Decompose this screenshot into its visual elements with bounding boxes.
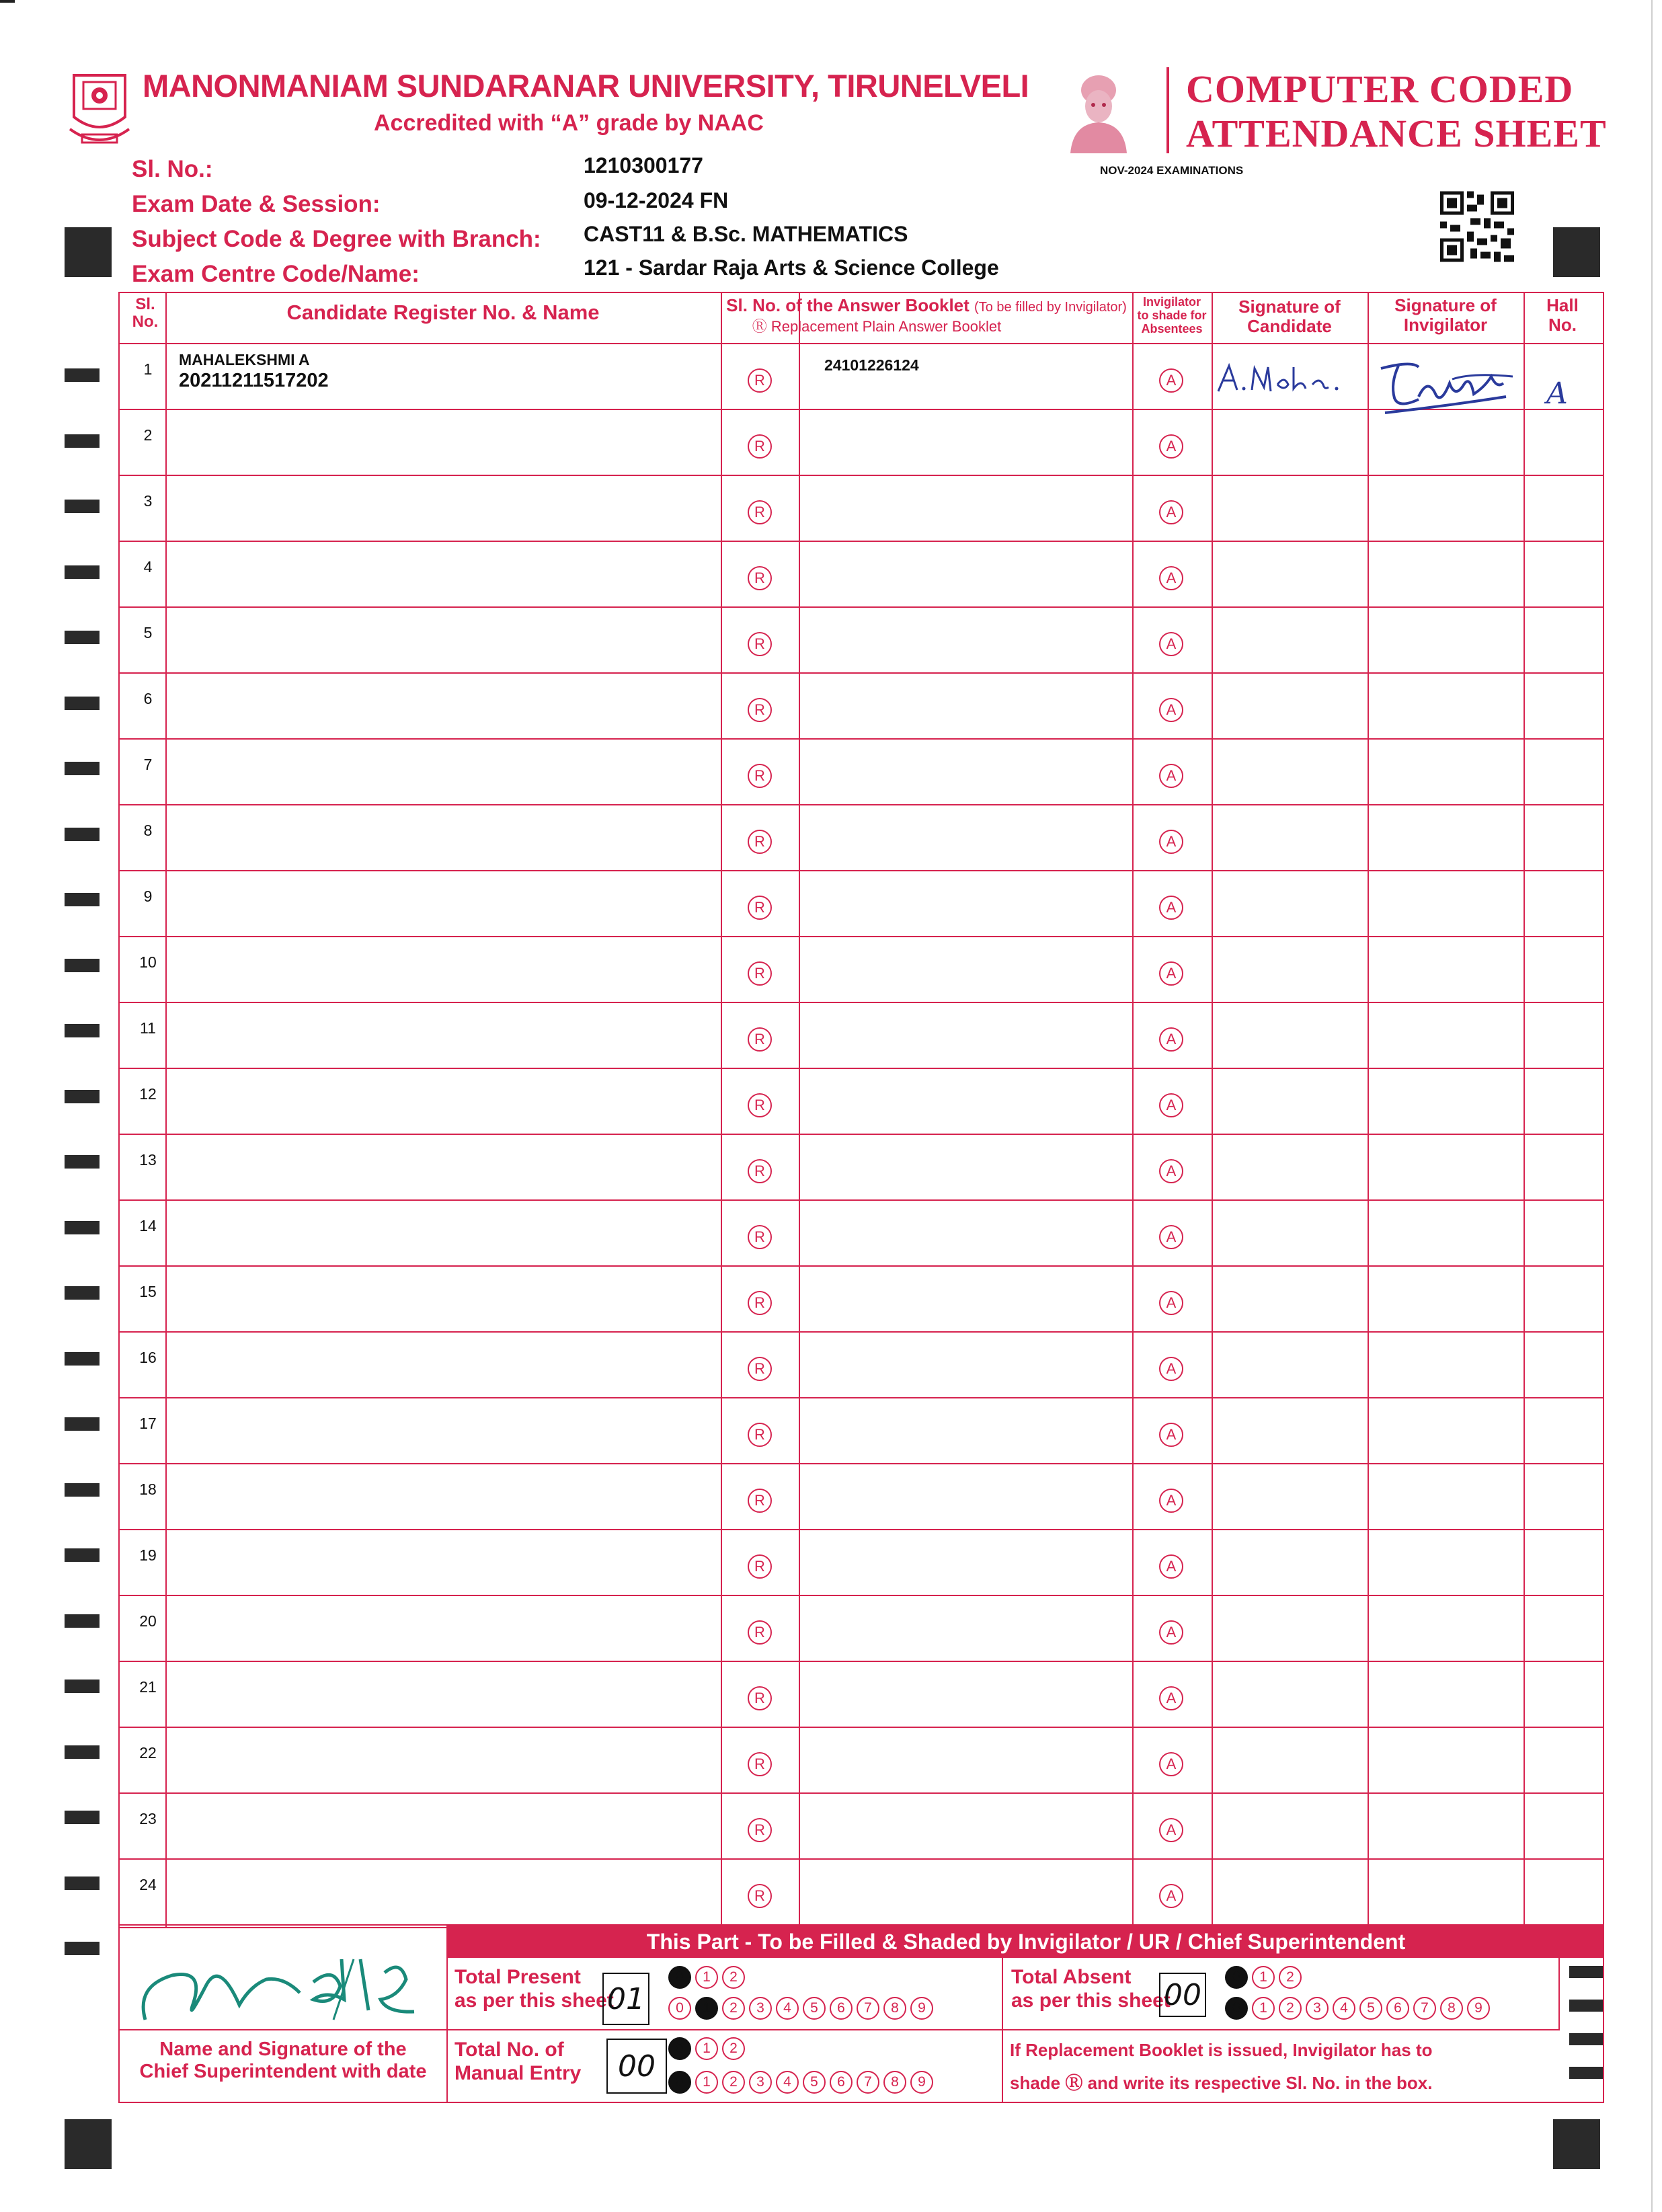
- timing-mark-left: [65, 1024, 100, 1037]
- absent-bubble[interactable]: A: [1159, 368, 1183, 393]
- university-logo: [67, 70, 132, 148]
- digit-bubble-5[interactable]: 5: [1359, 1997, 1382, 2020]
- digit-bubble-4[interactable]: 4: [1333, 1997, 1355, 2020]
- col-header-replacement: Ⓡ Replacement Plain Answer Booklet: [752, 318, 1002, 335]
- table-row-line: [118, 606, 1604, 608]
- absent-bubble[interactable]: A: [1159, 1554, 1183, 1579]
- replacement-bubble[interactable]: R: [748, 830, 772, 854]
- table-row-line: [118, 343, 1604, 344]
- timing-mark-left: [65, 1090, 100, 1103]
- digit-bubble-6[interactable]: 6: [830, 1997, 853, 2020]
- timing-mark-left: [65, 1680, 100, 1693]
- chief-label-line2: Chief Superintendent with date: [139, 2061, 427, 2083]
- table-row-line: [118, 541, 1604, 542]
- col-header-absent-line2: to shade for: [1137, 308, 1207, 322]
- col-header-absentees: [1134, 296, 1210, 335]
- row-sl-no: 1: [143, 360, 153, 378]
- corner-mark: [0, 0, 15, 3]
- timing-mark-left: [65, 1221, 100, 1234]
- absent-bubble[interactable]: A: [1159, 1489, 1183, 1513]
- registration-mark-top-left: [65, 227, 112, 277]
- replacement-bubble[interactable]: R: [748, 434, 772, 459]
- absent-bubble[interactable]: A: [1159, 1159, 1183, 1183]
- absent-bubble[interactable]: A: [1159, 1291, 1183, 1315]
- table-row-line: [118, 738, 1604, 740]
- digit-bubble-1[interactable]: 1: [695, 2071, 718, 2094]
- sl-no-label: Sl. No.:: [132, 156, 213, 182]
- replacement-bubble[interactable]: R: [748, 1027, 772, 1052]
- digit-bubble-1[interactable]: 1: [1252, 1966, 1275, 1989]
- table-row-line: [118, 1529, 1604, 1530]
- present-units-bubbles: [668, 1997, 933, 2020]
- replacement-bubble[interactable]: R: [748, 500, 772, 524]
- absent-bubble[interactable]: A: [1159, 1686, 1183, 1710]
- timing-mark-left: [65, 959, 100, 972]
- header-divider: [1166, 67, 1169, 153]
- timing-mark-left: [65, 1745, 100, 1759]
- row-sl-no: 4: [143, 558, 153, 576]
- digit-bubble-1[interactable]: 1: [695, 1966, 718, 1989]
- exam-tag: NOV-2024 EXAMINATIONS: [1100, 164, 1244, 177]
- digit-bubble-9[interactable]: 9: [910, 2071, 933, 2094]
- absent-bubble[interactable]: A: [1159, 1423, 1183, 1447]
- digit-bubble-5[interactable]: 5: [803, 2071, 826, 2094]
- candidate-name: MAHALEKSHMI A: [179, 351, 310, 368]
- row-sl-no: 13: [139, 1151, 157, 1169]
- invigilator-signature: [1372, 356, 1521, 424]
- col-header-siginv-line1: Signature of: [1394, 295, 1497, 315]
- row-sl-no: 20: [139, 1612, 157, 1630]
- summary-hline-right: [1002, 2029, 1560, 2030]
- digit-bubble-1[interactable]: 1: [695, 2037, 718, 2060]
- timing-mark-left: [65, 1942, 100, 1955]
- invigilator-banner: This Part - To be Filled & Shaded by Invigilator / UR / Chief Superintendent: [448, 1926, 1604, 1958]
- chief-superintendent-signature: [132, 1932, 481, 2026]
- replacement-bubble[interactable]: R: [748, 698, 772, 722]
- manual-units-bubbles: [668, 2071, 933, 2094]
- digit-bubble-2[interactable]: 2: [722, 1997, 745, 2020]
- digit-bubble-0[interactable]: 0: [668, 1997, 691, 2020]
- table-column-line: [1524, 292, 1525, 1927]
- table-row-line: [118, 1331, 1604, 1333]
- timing-mark-left: [65, 893, 100, 906]
- manual-label-line2: Manual Entry: [454, 2061, 582, 2084]
- absent-bubble[interactable]: A: [1159, 830, 1183, 854]
- table-row-line: [118, 1199, 1604, 1201]
- table-row-line: [118, 804, 1604, 805]
- replacement-bubble[interactable]: R: [748, 632, 772, 656]
- row-sl-no: 7: [143, 756, 153, 773]
- col-header-booklet-note: (To be filled by Invigilator): [974, 300, 1127, 315]
- total-absent-box[interactable]: 00: [1159, 1973, 1206, 2017]
- page-edge: [1651, 0, 1653, 2212]
- replacement-bubble[interactable]: R: [748, 1159, 772, 1183]
- col-header-siginv-line2: Invigilator: [1403, 314, 1488, 335]
- exam-date-value: 09-12-2024 FN: [584, 188, 729, 212]
- total-present-label: [454, 1966, 614, 2012]
- row-sl-no: 11: [140, 1019, 156, 1037]
- sheet-title-line2: ATTENDANCE SHEET: [1186, 112, 1607, 155]
- table-column-line: [721, 292, 722, 1927]
- subject-label: Subject Code & Degree with Branch:: [132, 226, 541, 252]
- digit-bubble-0[interactable]: 0: [668, 1966, 691, 1989]
- timing-mark-left: [65, 500, 100, 513]
- sl-no-value: 1210300177: [584, 153, 703, 177]
- qr-code: [1440, 191, 1514, 262]
- manual-entry-box[interactable]: 00: [606, 2039, 667, 2094]
- table-column-line: [1132, 292, 1134, 1927]
- table-row-line: [118, 1002, 1604, 1003]
- timing-mark-left: [65, 1877, 100, 1890]
- digit-bubble-2[interactable]: 2: [722, 1966, 745, 1989]
- digit-bubble-4[interactable]: 4: [776, 2071, 799, 2094]
- digit-bubble-7[interactable]: 7: [857, 1997, 879, 2020]
- col-header-hall-line1: Hall: [1546, 295, 1579, 315]
- digit-bubble-5[interactable]: 5: [803, 1997, 826, 2020]
- replacement-bubble[interactable]: R: [748, 1291, 772, 1315]
- row-sl-no: 23: [139, 1810, 157, 1827]
- col-header-sl-line1: Sl.: [135, 295, 155, 313]
- replacement-note-line1: If Replacement Booklet is issued, Invigilator has to: [1010, 2040, 1433, 2060]
- centre-value: 121 - Sardar Raja Arts & Science College: [584, 255, 999, 280]
- row-sl-no: 24: [139, 1876, 157, 1893]
- subject-value: CAST11 & B.Sc. MATHEMATICS: [584, 222, 908, 246]
- row-sl-no: 14: [139, 1217, 157, 1234]
- table-row-line: [118, 1727, 1604, 1728]
- col-header-absent-line3: Absentees: [1141, 321, 1203, 335]
- absent-label-line2: as per this sheet: [1011, 1989, 1171, 2012]
- absent-bubble[interactable]: A: [1159, 961, 1183, 986]
- digit-bubble-0[interactable]: 0: [1225, 1997, 1248, 2020]
- digit-bubble-3[interactable]: 3: [749, 2071, 772, 2094]
- digit-bubble-7[interactable]: 7: [857, 2071, 879, 2094]
- digit-bubble-2[interactable]: 2: [722, 2037, 745, 2060]
- table-row-line: [118, 1595, 1604, 1596]
- row-sl-no: 2: [143, 426, 153, 444]
- digit-bubble-1[interactable]: 1: [1252, 1997, 1275, 2020]
- absent-bubble[interactable]: A: [1159, 1027, 1183, 1052]
- timing-mark-left: [65, 1286, 100, 1300]
- table-row-line: [118, 672, 1604, 674]
- row-sl-no: 17: [139, 1415, 157, 1432]
- digit-bubble-2[interactable]: 2: [722, 2071, 745, 2094]
- timing-mark-left: [65, 697, 100, 710]
- row-sl-no: 5: [143, 624, 153, 641]
- answer-booklet-no: 24101226124: [824, 356, 919, 374]
- timing-mark-left: [65, 762, 100, 775]
- timing-mark-left: [65, 631, 100, 644]
- candidate-signature: [1214, 358, 1346, 399]
- digit-bubble-3[interactable]: 3: [749, 1997, 772, 2020]
- timing-mark-left: [65, 1811, 100, 1824]
- absent-bubble[interactable]: A: [1159, 896, 1183, 920]
- digit-bubble-8[interactable]: 8: [1440, 1997, 1463, 2020]
- table-row-line: [118, 1265, 1604, 1267]
- absent-tens-bubbles: [1225, 1966, 1302, 1989]
- sheet-title-line1: COMPUTER CODED: [1186, 67, 1574, 111]
- manual-label-line1: Total No. of: [454, 2039, 564, 2061]
- timing-mark-left: [65, 828, 100, 841]
- replacement-bubble[interactable]: R: [748, 1686, 772, 1710]
- manual-entry-label: [454, 2039, 581, 2085]
- absent-bubble[interactable]: A: [1159, 500, 1183, 524]
- digit-bubble-2[interactable]: 2: [1279, 1966, 1302, 1989]
- absent-bubble[interactable]: A: [1159, 566, 1183, 590]
- digit-bubble-0[interactable]: 0: [1225, 1966, 1248, 1989]
- row-sl-no: 19: [139, 1546, 157, 1564]
- replacement-bubble[interactable]: R: [748, 1093, 772, 1117]
- col-header-sl-line2: No.: [132, 313, 159, 331]
- digit-bubble-7[interactable]: 7: [1413, 1997, 1436, 2020]
- summary-hline-left: [118, 2029, 448, 2030]
- digit-bubble-6[interactable]: 6: [1386, 1997, 1409, 2020]
- replacement-bubble[interactable]: R: [748, 1620, 772, 1645]
- row-sl-no: 8: [143, 822, 153, 839]
- present-label-line1: Total Present: [454, 1966, 581, 1988]
- table-column-line: [1212, 292, 1213, 1927]
- digit-bubble-0[interactable]: 0: [668, 2037, 691, 2060]
- absent-units-bubbles: [1225, 1997, 1490, 2020]
- absent-bubble[interactable]: A: [1159, 1752, 1183, 1776]
- replacement-bubble[interactable]: R: [748, 368, 772, 393]
- digit-bubble-0[interactable]: 0: [668, 2071, 691, 2094]
- replacement-note-line2: shade Ⓡ and write its respective Sl. No. in the box.: [1010, 2073, 1433, 2093]
- present-tens-bubbles: [668, 1966, 745, 1989]
- replacement-bubble[interactable]: R: [748, 961, 772, 986]
- row-sl-no: 22: [139, 1744, 157, 1762]
- col-header-hall-line2: No.: [1548, 314, 1577, 335]
- timing-mark-left: [65, 368, 100, 382]
- timing-mark-left: [65, 1417, 100, 1431]
- absent-label-line1: Total Absent: [1011, 1966, 1132, 1988]
- timing-mark-left: [65, 1155, 100, 1169]
- accreditation-text: Accredited with “A” grade by NAAC: [374, 110, 764, 136]
- replacement-bubble[interactable]: R: [748, 1884, 772, 1908]
- absent-bubble[interactable]: A: [1159, 764, 1183, 788]
- absent-bubble[interactable]: A: [1159, 1093, 1183, 1117]
- replacement-bubble[interactable]: R: [748, 1357, 772, 1381]
- row-sl-no: 6: [143, 690, 153, 707]
- digit-bubble-8[interactable]: 8: [883, 2071, 906, 2094]
- col-header-sl-no: [125, 296, 165, 331]
- row-sl-no: 15: [139, 1283, 157, 1300]
- row-sl-no: 3: [143, 492, 153, 510]
- absent-bubble[interactable]: A: [1159, 632, 1183, 656]
- digit-bubble-6[interactable]: 6: [830, 2071, 853, 2094]
- replacement-bubble[interactable]: R: [748, 566, 772, 590]
- absent-bubble[interactable]: A: [1159, 698, 1183, 722]
- digit-bubble-3[interactable]: 3: [1306, 1997, 1329, 2020]
- row-sl-no: 21: [139, 1678, 157, 1696]
- digit-bubble-1[interactable]: 1: [695, 1997, 718, 2020]
- total-absent-label: [1011, 1966, 1171, 2012]
- digit-bubble-8[interactable]: 8: [883, 1997, 906, 2020]
- replacement-bubble[interactable]: R: [748, 1818, 772, 1842]
- summary-divider-2: [1002, 1958, 1003, 2103]
- replacement-bubble[interactable]: R: [748, 1752, 772, 1776]
- registration-mark-bottom-left: [65, 2119, 112, 2169]
- col-header-candidate: Candidate Register No. & Name: [286, 301, 600, 324]
- col-header-hall-no: [1525, 296, 1600, 334]
- col-header-sigcand-line1: Signature of: [1238, 297, 1341, 317]
- timing-mark-left: [65, 1352, 100, 1366]
- digit-bubble-4[interactable]: 4: [776, 1997, 799, 2020]
- university-name: MANONMANIAM SUNDARANAR UNIVERSITY, TIRUNELVELI: [143, 68, 1029, 104]
- chief-superintendent-label: [125, 2039, 441, 2084]
- table-row-line: [118, 1858, 1604, 1860]
- table-row-line: [118, 1661, 1604, 1662]
- table-row-line: [118, 1792, 1604, 1794]
- col-header-invigilator-signature: [1369, 296, 1522, 334]
- absent-bubble[interactable]: A: [1159, 1884, 1183, 1908]
- table-column-line: [799, 292, 800, 1927]
- candidate-register-no: 20211211517202: [179, 370, 329, 391]
- replacement-bubble[interactable]: R: [748, 1225, 772, 1249]
- row-sl-no: 16: [139, 1349, 157, 1366]
- digit-bubble-2[interactable]: 2: [1279, 1997, 1302, 2020]
- row-sl-no: 18: [139, 1480, 157, 1498]
- digit-bubble-9[interactable]: 9: [910, 1997, 933, 2020]
- table-row-line: [118, 475, 1604, 476]
- table-row-line: [118, 1134, 1604, 1135]
- chief-label-line1: Name and Signature of the: [159, 2039, 407, 2060]
- present-label-line2: as per this sheet: [454, 1989, 614, 2012]
- hall-no-value: A: [1546, 377, 1568, 411]
- col-header-booklet-main: Sl. No. of the Answer Booklet: [726, 295, 970, 315]
- timing-mark-left: [65, 565, 100, 579]
- replacement-bubble[interactable]: R: [748, 896, 772, 920]
- table-row-line: [118, 870, 1604, 871]
- centre-label: Exam Centre Code/Name:: [132, 261, 420, 287]
- row-sl-no: 9: [143, 887, 153, 905]
- replacement-bubble[interactable]: R: [748, 1423, 772, 1447]
- registration-mark-top-right: [1553, 227, 1600, 277]
- table-row-line: [118, 1397, 1604, 1398]
- absent-bubble[interactable]: A: [1159, 1225, 1183, 1249]
- table-row-line: [118, 936, 1604, 937]
- replacement-bubble[interactable]: R: [748, 764, 772, 788]
- timing-mark-left: [65, 434, 100, 448]
- absent-bubble[interactable]: A: [1159, 434, 1183, 459]
- row-sl-no: 10: [139, 953, 157, 971]
- table-row-line: [118, 1068, 1604, 1069]
- col-header-absent-line1: Invigilator: [1142, 295, 1201, 309]
- attendance-table: [118, 292, 1604, 1928]
- summary-hline-mid: [446, 2029, 1003, 2030]
- absent-bubble[interactable]: A: [1159, 1620, 1183, 1645]
- replacement-bubble[interactable]: R: [748, 1489, 772, 1513]
- table-column-line: [1368, 292, 1369, 1927]
- exam-date-label: Exam Date & Session:: [132, 191, 381, 217]
- timing-mark-left: [65, 1483, 100, 1497]
- digit-bubble-9[interactable]: 9: [1467, 1997, 1490, 2020]
- absent-bubble[interactable]: A: [1159, 1357, 1183, 1381]
- registration-mark-bottom-right: [1553, 2119, 1600, 2169]
- table-row-line: [118, 1463, 1604, 1464]
- timing-mark-left: [65, 1548, 100, 1562]
- col-header-candidate-signature: [1213, 297, 1366, 335]
- founder-portrait: [1066, 70, 1131, 153]
- col-header-booklet: [722, 296, 1131, 315]
- manual-tens-bubbles: [668, 2037, 745, 2060]
- absent-bubble[interactable]: A: [1159, 1818, 1183, 1842]
- replacement-bubble[interactable]: R: [748, 1554, 772, 1579]
- sheet-title: [1186, 67, 1607, 156]
- summary-divider-3: [1558, 1958, 1560, 2030]
- row-sl-no: 12: [139, 1085, 157, 1103]
- total-present-box[interactable]: 01: [602, 1973, 649, 2025]
- timing-mark-left: [65, 1614, 100, 1628]
- col-header-sigcand-line2: Candidate: [1247, 315, 1332, 336]
